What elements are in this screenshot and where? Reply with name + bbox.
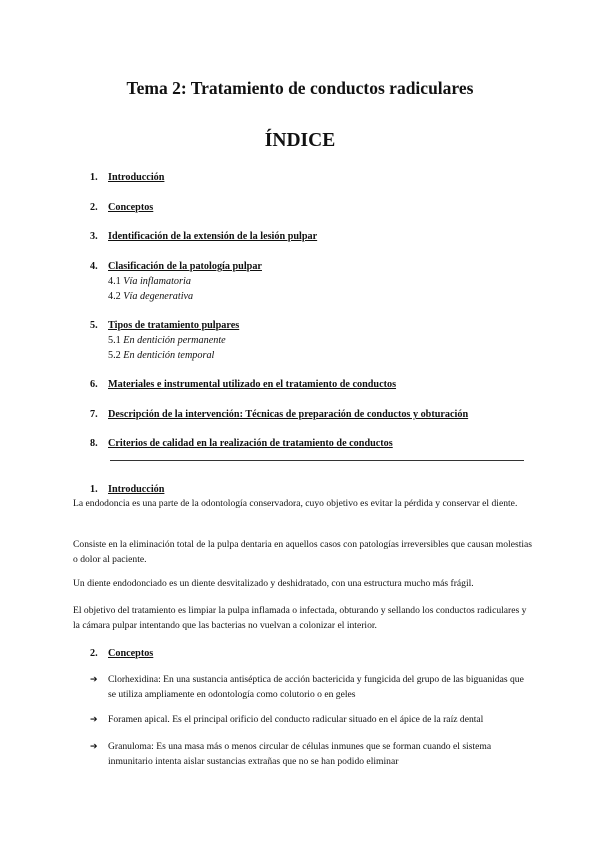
horizontal-divider [110,460,524,461]
toc-link[interactable]: Criterios de calidad en la realización de tratamiento de conductos [108,438,393,449]
section-title: Introducción [108,484,165,495]
toc-link[interactable]: Clasificación de la patología pulpar [108,261,262,272]
toc-item[interactable] [90,259,560,304]
paragraph: Un diente endodonciado es un diente desvitalizado y deshidratado, con una estructura mucho más frágil. [73,578,474,589]
arrow-bullet-icon: ➔ [90,715,98,725]
toc-subitem[interactable] [108,348,214,363]
arrow-bullet-icon: ➔ [90,742,98,752]
toc-number: 4. [90,261,98,272]
section-title: Conceptos [108,648,154,659]
toc-subitem-text: En dentición permanente [123,335,226,346]
paragraph: Consiste en la eliminación total de la pulpa dentaria en aquellos casos con patologías irreversibles que causan molestias o dolor al paciente. [73,539,533,565]
toc-item[interactable] [90,318,560,363]
toc-link[interactable]: Materiales e instrumental utilizado en el tratamiento de conductos [108,379,397,390]
section-number: 2. [90,648,98,659]
toc-subitem-number: 5.1 [108,335,121,346]
section-number: 1. [90,484,98,495]
paragraph: La endodoncia es una parte de la odontología conservadora, cuyo objetivo es evitar la pérdida y conservar el diente. [73,498,518,509]
arrow-bullet-icon: ➔ [90,675,98,685]
list-item-text: Foramen apical. Es el principal orificio del conducto radicular situado en el ápice de la raíz dental [108,714,484,725]
toc-link[interactable]: Introducción [108,172,165,183]
toc-number: 7. [90,409,98,420]
paragraph: El objetivo del tratamiento es limpiar la pulpa inflamada o infectada, obturando y sellando los conductos radiculares y la cámara pulpar intentando que las bacterias no vuelvan a colonizar el interior. [73,605,527,631]
toc-number: 5. [90,320,98,331]
toc-subitem-text: Vía inflamatoria [123,276,191,287]
toc-link[interactable]: Tipos de tratamiento pulpares [108,320,240,331]
toc-link[interactable]: Conceptos [108,202,154,213]
toc-number: 8. [90,438,98,449]
toc-number: 2. [90,202,98,213]
list-item-text: Granuloma: Es una masa más o menos circular de células inmunes que se forman cuando el sistema inmunitario intenta aislar sustancias extrañas que no se han podido eliminar [108,741,492,767]
toc-subitem[interactable] [108,274,191,289]
toc-link[interactable]: Descripción de la intervención: Técnicas de preparación de conductos y obturación [108,409,469,420]
index-heading: ÍNDICE [264,130,336,151]
toc-number: 6. [90,379,98,390]
list-item-text: Clorhexidina: En una sustancia antiséptica de acción bactericida y fungicida del grupo de las biguanidas que se utiliza ampliamente en odontología como colutorio o en geles [108,674,524,700]
page-title: Tema 2: Tratamiento de conductos radiculares [126,78,474,98]
toc-subitem-text: Vía degenerativa [123,291,194,302]
toc-subitem-number: 4.2 [108,291,121,302]
toc-subitem[interactable] [108,289,193,304]
toc-number: 3. [90,231,98,242]
toc-number: 1. [90,172,98,183]
toc-subitem-number: 5.2 [108,350,121,361]
toc-link[interactable]: Identificación de la extensión de la lesión pulpar [108,231,318,242]
toc-subitem-text: En dentición temporal [123,350,215,361]
toc-subitem[interactable] [108,333,226,348]
toc-subitem-number: 4.1 [108,276,121,287]
